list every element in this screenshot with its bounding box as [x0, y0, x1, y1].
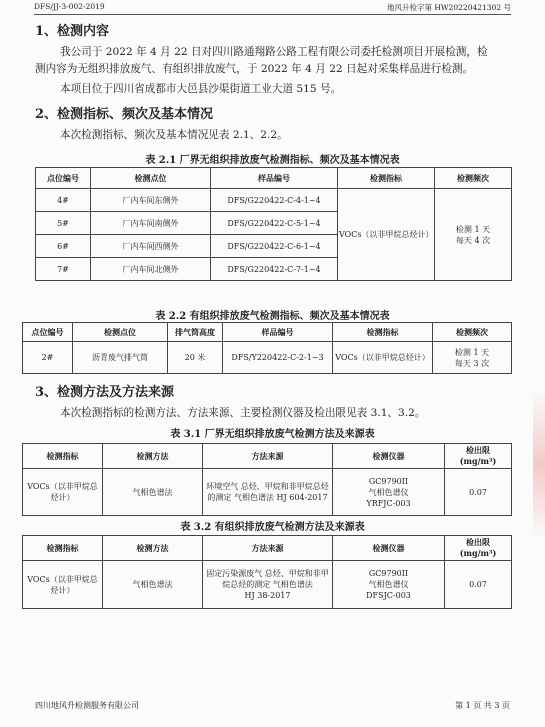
cell: 5#	[36, 212, 91, 235]
table-2-2	[22, 322, 512, 374]
col-header: 检测指标	[338, 168, 435, 189]
cell: VOCs（以非甲烷总烃计）	[338, 189, 435, 281]
page-header	[34, 2, 511, 15]
cell: VOCs（以非甲烷总烃计）	[333, 342, 433, 374]
col-header: 检测方法	[103, 444, 203, 469]
col-header: 检测点位	[91, 168, 211, 189]
cell: 厂内车间北侧外	[91, 258, 211, 281]
report-number: 地风升检字第 HW20220421302 号	[386, 3, 511, 12]
cell: 气相色谱法	[103, 561, 203, 609]
col-header: 检测点位	[73, 323, 168, 342]
cell: 固定污染源废气 总烃、甲烷和非甲烷总烃的测定 气相色谱法 HJ 38-2017	[203, 561, 333, 609]
table-3-1	[22, 443, 512, 516]
col-header: 检测指标	[333, 323, 433, 342]
s1-para1b: 测内容为无组织排放废气、有组织排放废气，于 2022 年 4 月 22 日起对采集样品进行检测。	[35, 63, 474, 75]
cell: VOCs（以非甲烷总烃计）	[23, 469, 103, 516]
cell: 0.07	[445, 469, 512, 516]
col-header: 检测频次	[435, 168, 512, 189]
col-header: 样品编号	[223, 323, 333, 342]
cell: 20 米	[168, 342, 223, 374]
col-header: 方法来源	[203, 536, 333, 561]
table-3-2-caption: 表 3.2 有组织排放废气检测方法及来源表	[180, 522, 365, 533]
col-header: 样品编号	[211, 168, 338, 189]
page-footer	[35, 700, 510, 711]
cell: 2#	[23, 342, 73, 374]
company-name: 四川地风升检测服务有限公司	[35, 701, 139, 710]
s2-intro: 本次检测指标、频次及基本情况见表 2.1、2.2。	[60, 129, 288, 141]
s1-para2: 本项目位于四川省成都市大邑县沙渠街道工业大道 515 号。	[60, 83, 342, 95]
section-3-heading: 3、检测方法及方法来源	[35, 385, 175, 400]
col-header: 检测方法	[103, 536, 203, 561]
cell: GC9790II 气相色谱仪 YRFJC-003	[333, 469, 445, 516]
section-2-heading: 2、检测指标、频次及基本情况	[35, 107, 214, 122]
cell: 0.07	[445, 561, 512, 609]
doc-code: DFS/JJ-3-002-2019	[34, 2, 105, 11]
col-header: 检测仪器	[333, 536, 445, 561]
col-header: 点位编号	[23, 323, 73, 342]
s1-para1a: 我公司于 2022 年 4 月 22 日对四川路通翔路公路工程有限公司委托检测项目开展检测，检	[60, 46, 488, 58]
cell: 4#	[36, 189, 91, 212]
col-header: 检出限 (mg/m³)	[445, 536, 512, 561]
cell: 7#	[36, 258, 91, 281]
col-header: 检测频次	[433, 323, 512, 342]
cell: 环境空气 总烃、甲烷和非甲烷总烃的测定 气相色谱法 HJ 604-2017	[203, 469, 333, 516]
col-header: 检测仪器	[333, 444, 445, 469]
cell: 检测 1 天 每天 3 次	[433, 342, 512, 374]
table-2-1	[35, 167, 512, 281]
cell: 厂内车间东侧外	[91, 189, 211, 212]
seal-stamp-edge	[533, 390, 545, 540]
cell: 检测 1 天 每天 4 次	[435, 189, 512, 281]
table-row	[23, 561, 512, 609]
cell: DFS/G220422-C-6-1~4	[211, 235, 338, 258]
cell: DFS/G220422-C-7-1~4	[211, 258, 338, 281]
table-2-2-caption: 表 2.2 有组织排放废气检测指标、频次及基本情况表	[155, 311, 390, 322]
cell: VOCs（以非甲烷总烃计）	[23, 561, 103, 609]
cell: DFS/G220422-C-4-1~4	[211, 189, 338, 212]
table-2-1-caption: 表 2.1 厂界无组织排放废气检测指标、频次及基本情况表	[145, 155, 400, 166]
col-header: 排气筒高度	[168, 323, 223, 342]
cell: 气相色谱法	[103, 469, 203, 516]
cell: DFS/Y220422-C-2-1~3	[223, 342, 333, 374]
col-header: 方法来源	[203, 444, 333, 469]
section-1-heading: 1、检测内容	[35, 24, 110, 39]
cell: DFS/G220422-C-5-1~4	[211, 212, 338, 235]
cell: 厂内车间西侧外	[91, 235, 211, 258]
table-row	[36, 189, 512, 212]
table-3-2	[22, 535, 512, 609]
col-header: 检测指标	[23, 536, 103, 561]
col-header: 检测指标	[23, 444, 103, 469]
col-header: 检出限 (mg/m³)	[445, 444, 512, 469]
page-number: 第 1 页 共 3 页	[455, 701, 510, 710]
col-header: 点位编号	[36, 168, 91, 189]
cell: 厂内车间南侧外	[91, 212, 211, 235]
cell: 6#	[36, 235, 91, 258]
table-3-1-caption: 表 3.1 厂界无组织排放废气检测方法及来源表	[170, 429, 375, 440]
cell: GC9790II 气相色谱仪 DFSJC-003	[333, 561, 445, 609]
cell: 沥青废气排气筒	[73, 342, 168, 374]
table-row	[23, 342, 512, 374]
table-row	[23, 469, 512, 516]
s3-intro: 本次检测指标的检测方法、方法来源、主要检测仪器及检出限见表 3.1、3.2。	[60, 407, 426, 419]
